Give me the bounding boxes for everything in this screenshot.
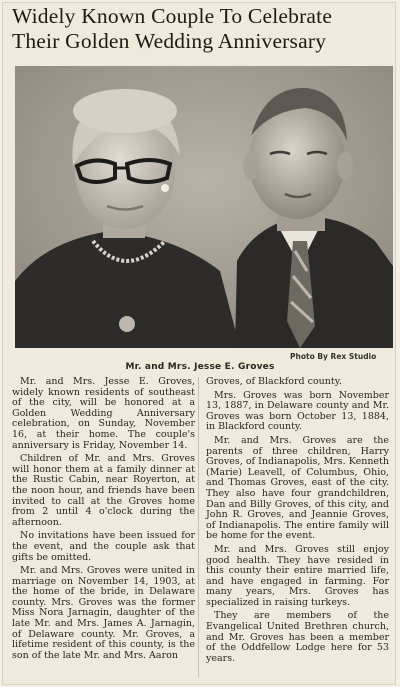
- paragraph: Mr. and Mrs. Groves were united in marriage on November 14, 1903, at the home of the bride, in Delaware county. Mrs. Groves was the former Miss Nora Jarnagin, daughter of the late Mr. and Mrs. James A. Jarnagin, of Delaware county. Mr. Groves, a lifetime resident of this county, is the son of the late Mr. and Mrs. Aaron: [12, 565, 195, 661]
- paragraph: Groves, of Blackford county.: [206, 376, 342, 387]
- headline-line-2: Their Golden Wedding Anniversary: [12, 29, 327, 53]
- column-divider: [198, 377, 199, 677]
- headline-line-1: Widely Known Couple To Celebrate: [12, 4, 333, 28]
- couple-photo-image: [15, 66, 393, 348]
- paragraph: They are members of the Evangelical United Brethren church, and Mr. Groves has been a member of the Oddfellow Lodge here for 53 years.: [206, 610, 389, 664]
- paragraph: No invitations have been issued for the event, and the couple ask that gifts be omitted.: [12, 530, 195, 563]
- article-column-left: [12, 377, 195, 664]
- headline: [12, 4, 392, 54]
- paragraph: Mr. and Mrs. Groves still enjoy good health. They have resided in this county their entire married life, and have engaged in farming. For many years, Mrs. Groves has specialized in raising turkeys.: [206, 543, 389, 608]
- paragraph: Mrs. Groves was born November 13, 1887, in Delaware county and Mr. Groves was born October 13, 1884, in Blackford county.: [206, 389, 389, 433]
- photo-credit: Photo By Rex Studio: [290, 352, 377, 361]
- couple-photo: [15, 66, 393, 348]
- paragraph: Children of Mr. and Mrs. Groves will honor them at a family dinner at the Rustic Cabin, near Royerton, at the noon hour, and friends have been invited to call at the Groves home from 2 until 4 o'clock during the afternoon.: [12, 453, 195, 528]
- paragraph: Mr. and Mrs. Groves are the parents of three children, Harry Groves, of Indianapolis, Mrs. Kenneth (Marie) Leavell, of Columbus, Ohio, and Thomas Groves, east of the city. They also have four grandchildren, Dan and Billy Groves, of this city, and John R. Groves, and Jeannie Groves, of Indianapolis. The entire family will be home for the event.: [206, 434, 389, 542]
- paragraph: Mr. and Mrs. Jesse E. Groves, widely known residents of southeast of the city, will be honored at a Golden Wedding Anniversary celebration, on Sunday, November 16, at their home. The couple's anniversary is Friday, November 14.: [12, 376, 195, 451]
- photo-caption: Mr. and Mrs. Jesse E. Groves: [125, 362, 275, 372]
- article-column-right: [206, 377, 389, 667]
